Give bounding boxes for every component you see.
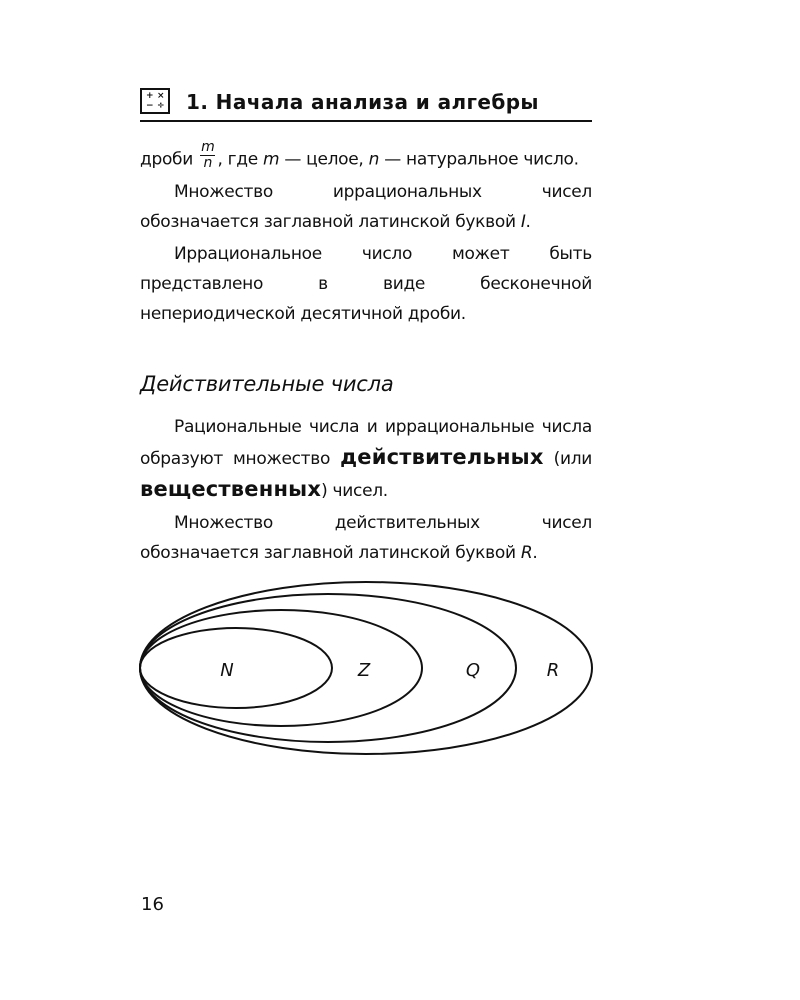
text-fraction-lead: дроби [140,149,193,170]
body-text-real [140,412,592,570]
fraction-m-over-n [200,140,215,171]
text-irrational-set: Множество иррациональных чисел обозначается заглавной латинской буквой [140,182,592,232]
paragraph-irrational-repr: Иррациональное число может быть представлено в виде бесконечной непериодической десятичной дроби. [140,244,592,324]
text-natural: — натуральное [379,149,519,170]
section-heading: Действительные числа [140,372,394,396]
chapter-header [140,86,592,122]
set-label-q: Q [465,660,481,681]
icon-minus: − [146,101,154,111]
icon-plus: + [146,91,154,101]
paragraph-real-set [140,508,592,568]
body-text-top [140,139,592,331]
punct-irrational-end: . [525,212,531,232]
page-number: 16 [141,894,164,915]
icon-times: × [157,91,165,101]
text-real-def-1: Рациональные числа и иррациональные числа образуют множество [140,417,592,469]
text-real-def-2: (или [553,449,593,469]
paragraph-real-definition [140,412,592,506]
letter-r: R [520,543,533,563]
chapter-title: 1. Начала анализа и алгебры [186,90,539,114]
set-label-r: R [546,660,560,681]
paragraph-fraction [140,139,592,175]
icon-divide: ÷ [157,101,165,111]
set-label-z: Z [357,660,371,681]
term-real: действительных [340,445,544,469]
text-real-set: Множество действительных чисел обозначается заглавной латинской буквой [140,513,592,563]
paragraph-irrational-set [140,177,592,237]
text-where: , где [217,149,258,170]
set-label-n: N [220,660,234,681]
letter-i: I [520,212,526,232]
var-n: n [368,149,380,170]
term-valued: вещественных [140,477,322,501]
fraction-denominator: n [203,155,213,171]
punct-real-end: . [532,543,538,563]
set-z-ellipse [140,610,422,726]
number-sets-diagram [0,560,800,770]
set-n-ellipse [140,628,332,708]
calculator-icon [140,88,170,114]
text-real-def-3: ) чисел. [321,481,388,501]
var-m: m [263,149,280,170]
text-integer: — целое, [279,149,364,170]
text-number: число. [523,149,579,170]
fraction-numerator: m [201,139,215,155]
set-q-ellipse [140,594,516,742]
